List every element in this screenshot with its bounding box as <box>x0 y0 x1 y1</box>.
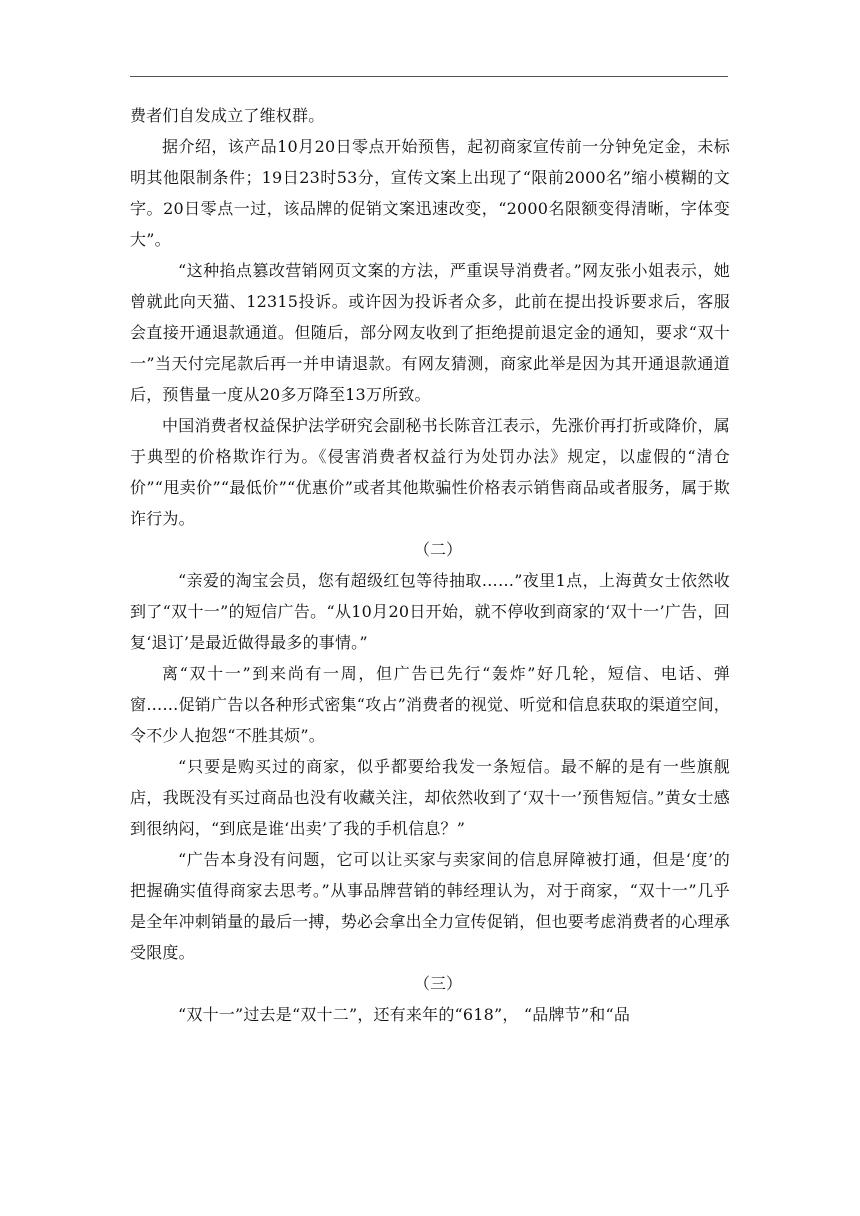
paragraph-ad-bombing: 离“双十一”到来尚有一周，但广告已先行“轰炸”好几轮，短信、电话、弹窗……促销广告以各种形式密集“攻占”消费者的视觉、听觉和信息获取的渠道空间，令不少人抱怨“不胜其烦”。 <box>130 664 730 745</box>
paragraph-expert-comment: 中国消费者权益保护法学研究会副秘书长陈音江表示，先涨价再打折或降价，属于典型的价格欺诈行为。《侵害消费者权益行为处罚办法》规定，以虚假的“清仓价”“甩卖价”“最低价”“优惠价”或者其他欺骗性价格表示销售商品或者服务，属于欺诈行为。 <box>130 416 730 528</box>
header-rule <box>130 76 728 77</box>
paragraph-privacy-concern: “只要是购买过的商家，似乎都要给我发一条短信。最不解的是有一些旗舰店，我既没有买过商品也没有收藏关注，却依然收到了‘双十一’预售短信。”黄女士感到很纳闷，“到底是谁‘出卖’了我的手机信息？” <box>130 757 730 838</box>
paragraph-complaint: “这种掐点篡改营销网页文案的方法，严重误导消费者。”网友张小姐表示，她曾就此向天猫、12315投诉。或许因为投诉者众多，此前在提出投诉要求后，客服会直接开通退款通道。但随后，部分网友收到了拒绝提前退定金的通知，要求“双十一”当天付完尾款后再一并申请退款。有网友猜测，商家此举是因为其开通退款通道后，预售量一度从20多万降至13万所致。 <box>130 261 730 404</box>
paragraph-sms-ad: “亲爱的淘宝会员，您有超级红包等待抽取……”夜里1点，上海黄女士依然收到了“双十一”的短信广告。“从10月20日开始，就不停收到商家的‘双十一’广告，回复‘退订’是最近做得最多的事情。” <box>130 571 730 652</box>
paragraph-marketing-view: “广告本身没有问题，它可以让买家与卖家间的信息屏障被打通，但是‘度’的把握确实值得商家去思考。”从事品牌营销的韩经理认为，对于商家，“双十一”几乎是全年冲刺销量的最后一搏，势必会拿出全力宣传促销，但也要考虑消费者的心理承受限度。 <box>130 850 730 962</box>
document-body <box>130 100 730 1030</box>
section-heading-3: （三） <box>413 974 462 993</box>
paragraph-continuation: 费者们自发成立了维权群。 <box>130 106 325 125</box>
section-heading-2: （二） <box>413 540 462 559</box>
paragraph-shopping-festivals: “双十一”过去是“双十二”，还有来年的“618”， “品牌节”和“品 <box>178 1005 631 1024</box>
paragraph-presale-details: 据介绍，该产品10月20日零点开始预售，起初商家宣传前一分钟免定金，未标明其他限制条件；19日23时53分，宣传文案上出现了“限前2000名”缩小模糊的文字。20日零点一过，该品牌的促销文案迅速改变，“2000名限额变得清晰，字体变大”。 <box>130 137 730 249</box>
